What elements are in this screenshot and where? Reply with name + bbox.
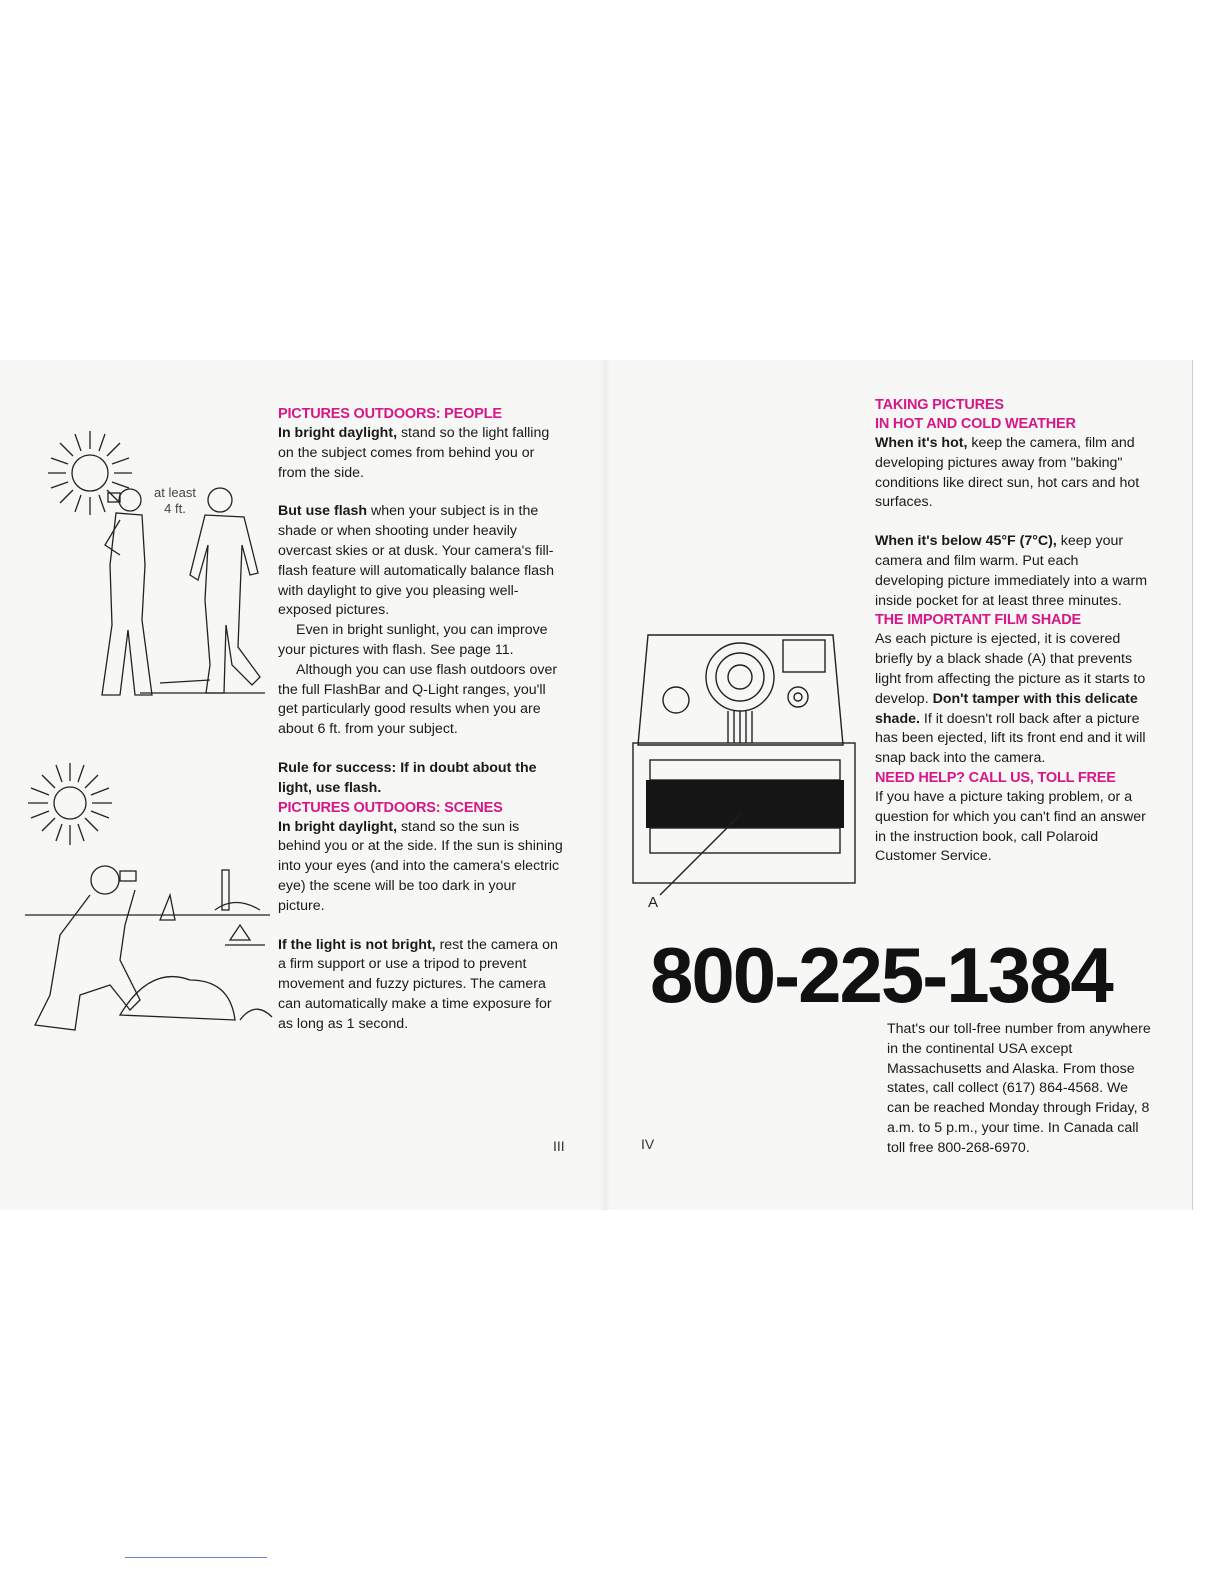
camera-illustration: [628, 625, 868, 915]
bold-lead: When it's below 45°F (7°C),: [875, 533, 1057, 550]
toll-free-info: [887, 1020, 1152, 1159]
paragraph-when-cold: [875, 532, 1150, 611]
rule-for-success: [278, 759, 563, 799]
paragraph-text: As each picture is ejected, it is covered briefly by a black shade (A) that prevents light from affecting the picture as it starts to develop.: [875, 631, 1146, 707]
paragraph-bright-daylight-people: [278, 424, 563, 483]
paragraph-bright-daylight-scenes: [278, 818, 563, 917]
shade-label-a: A: [647, 894, 658, 911]
paragraph-text: stand so the sun is behind you or at the side. If the sun is shining into your eyes (and into the camera's electric eye) the scene will be too dark in your picture.: [278, 818, 563, 914]
left-text-column: [278, 405, 563, 1035]
paragraph-text: stand so the light falling on the subject comes from behind you or from the side.: [278, 425, 550, 481]
page-number-left: III: [553, 1138, 565, 1154]
paragraph-text: when your subject is in the shade or when shooting under heavily overcast skies or at dusk. Your camera's fill-flash feature will automatically balance flash with daylight to give you pleasing well-exposed pictures.: [278, 503, 555, 619]
blue-underline-mark: [125, 1557, 267, 1558]
bold-lead: When it's hot,: [875, 435, 968, 451]
paragraph-light-not-bright: [278, 936, 563, 1035]
bold-lead: In bright daylight,: [278, 818, 398, 835]
bold-lead: But use flash: [278, 503, 368, 520]
paragraph-when-hot: [875, 434, 1150, 513]
paragraph-flash-range: Although you can use flash outdoors over the full FlashBar and Q-Light ranges, you'll get particularly good results when you are about 6 ft. from your subject.: [278, 661, 558, 738]
paragraph-bright-sunlight: Even in bright sunlight, you can improve your pictures with flash. See page 11.: [278, 622, 548, 658]
paragraph-use-flash: [278, 502, 563, 621]
distance-label-line1: at least: [154, 485, 196, 500]
paragraph-toll-free: That's our toll-free number from anywhere in the continental USA except Massachusetts and Alaska. From those states, call collect (617) 864-4568. We can be reached Monday through Friday, 8 a.m. to 5 p.m., your time. In Canada call toll free 800-268-6970.: [887, 1021, 1151, 1156]
paragraph-need-help: If you have a picture taking problem, or a question for which you can't find an answer in the instruction book, call Polaroid Customer Service.: [875, 788, 1146, 865]
bold-lead: In bright daylight,: [278, 425, 398, 441]
paragraph-text: keep the camera, film and developing pictures away from "baking" conditions like direct sun, hot cars and hot surfaces.: [875, 435, 1140, 511]
toll-free-phone-number: 800-225-1384: [650, 931, 1112, 1019]
right-text-column: [875, 396, 1150, 867]
distance-label: [145, 485, 205, 517]
section-heading-weather-line1: TAKING PICTURES: [875, 397, 1004, 413]
paragraph-text: If it doesn't roll back after a picture has been ejected, lift its front end and it will snap back into the camera.: [875, 710, 1146, 767]
bold-lead: If the light is not bright,: [278, 936, 436, 953]
paragraph-film-shade: [875, 630, 1150, 769]
page-gutter: [600, 360, 610, 1210]
page-number-right: IV: [641, 1136, 655, 1152]
section-heading-film-shade: THE IMPORTANT FILM SHADE: [875, 612, 1081, 629]
section-heading-weather-line2: IN HOT AND COLD WEATHER: [875, 416, 1076, 432]
rule-text: Rule for success: If in doubt about the light, use flash.: [278, 759, 537, 796]
section-heading-scenes: PICTURES OUTDOORS: SCENES: [278, 799, 503, 816]
distance-label-line2: 4 ft.: [164, 501, 186, 516]
scenes-outdoors-illustration: [20, 755, 280, 1045]
paragraph-text: rest the camera on a firm support or use a tripod to prevent movement and fuzzy pictures. The camera can automatically make a time exposure for as long as 1 second.: [278, 936, 558, 1032]
section-heading-people: PICTURES OUTDOORS: PEOPLE: [278, 406, 502, 422]
section-heading-need-help: NEED HELP? CALL US, TOLL FREE: [875, 769, 1116, 786]
paragraph-text: keep your camera and film warm. Put each developing picture immediately into a warm inside pocket for at least three minutes.: [875, 533, 1148, 609]
bold-warning: Don't tamper with this delicate shade.: [875, 690, 1138, 727]
people-outdoors-illustration: [20, 425, 270, 715]
